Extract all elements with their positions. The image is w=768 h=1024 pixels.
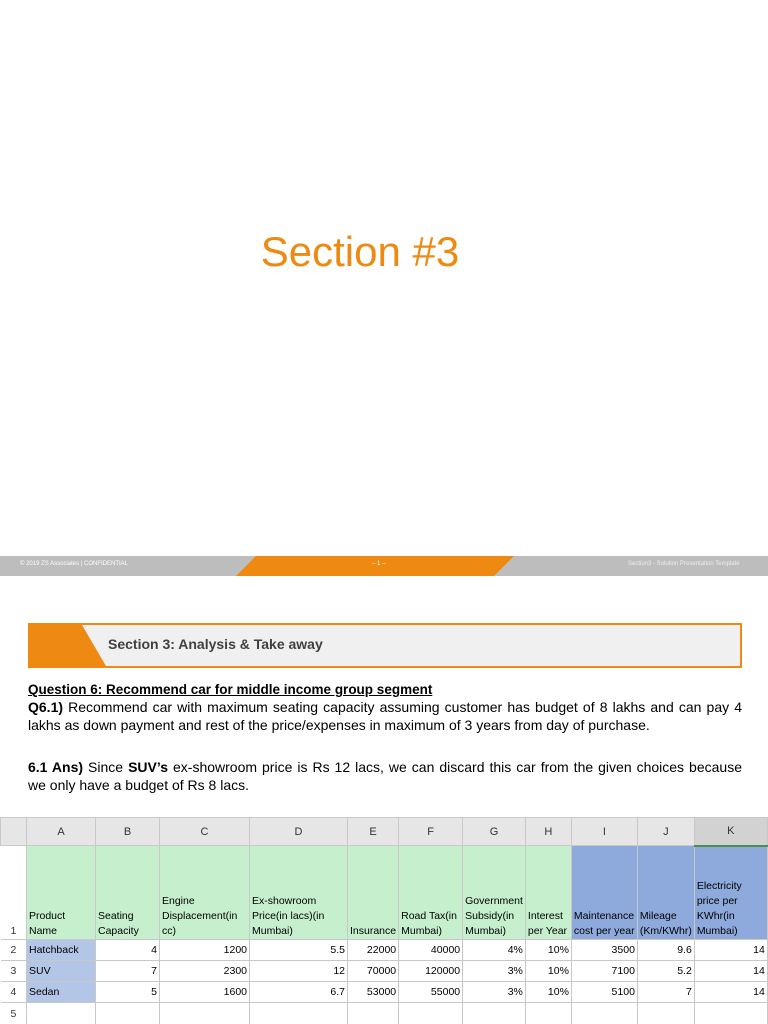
analysis-slide — [0, 585, 768, 1024]
answer-bold-suv: SUV’s — [128, 759, 169, 775]
header-cell[interactable]: Maintenance cost per year — [571, 846, 637, 940]
row-number[interactable]: 5 — [1, 1003, 27, 1024]
table-cell[interactable] — [160, 1003, 250, 1024]
footer-copyright: © 2019 ZS Associates | CONFIDENTIAL — [20, 561, 129, 567]
table-cell[interactable]: 1200 — [160, 940, 250, 961]
column-header[interactable]: G — [463, 818, 526, 846]
table-cell[interactable]: 7100 — [571, 961, 637, 982]
footer-template-name: Section3 - Solution Presentation Template — [628, 561, 740, 567]
answer-text-part1: Since — [83, 759, 129, 775]
table-cell[interactable]: 5.2 — [637, 961, 694, 982]
table-cell[interactable]: 5 — [96, 982, 160, 1003]
column-header[interactable]: C — [160, 818, 250, 846]
answer-label: 6.1 Ans) — [28, 759, 84, 775]
question-text — [28, 698, 742, 734]
column-header[interactable]: D — [250, 818, 348, 846]
footer-page-number: – 1 – — [372, 561, 386, 567]
spreadsheet — [0, 817, 768, 1024]
row-number[interactable]: 1 — [1, 846, 27, 940]
column-header[interactable]: A — [27, 818, 96, 846]
row-number[interactable]: 2 — [1, 940, 27, 961]
table-cell[interactable]: 3500 — [571, 940, 637, 961]
table-cell[interactable]: Sedan — [27, 982, 96, 1003]
table-row — [1, 961, 768, 982]
table-cell[interactable]: 2300 — [160, 961, 250, 982]
column-header[interactable]: B — [96, 818, 160, 846]
table-cell[interactable]: 14 — [694, 940, 767, 961]
table-cell[interactable]: 10% — [525, 940, 571, 961]
column-header[interactable]: J — [637, 818, 694, 846]
header-accent-tab — [30, 625, 106, 666]
header-cell[interactable]: Product Name — [27, 846, 96, 940]
table-cell[interactable]: 4 — [96, 940, 160, 961]
table-cell[interactable]: SUV — [27, 961, 96, 982]
table-cell[interactable] — [637, 1003, 694, 1024]
question-label: Q6.1) — [28, 699, 64, 715]
header-cell[interactable]: Ex-showroom Price(in lacs)(in Mumbai) — [250, 846, 348, 940]
table-cell[interactable]: 10% — [525, 982, 571, 1003]
column-header[interactable]: I — [571, 818, 637, 846]
table-cell[interactable]: 4% — [463, 940, 526, 961]
table-row-empty — [1, 1003, 768, 1024]
table-cell[interactable] — [348, 1003, 399, 1024]
table-cell[interactable]: 14 — [694, 982, 767, 1003]
table-cell[interactable]: 9.6 — [637, 940, 694, 961]
answer-text-part2: ex-showroom price is Rs 12 lacs, we can discard this car from the given choices because we only have a budget of Rs 8 lacs. — [28, 759, 742, 793]
answer-text — [28, 758, 742, 794]
table-cell[interactable] — [250, 1003, 348, 1024]
question-body: Recommend car with maximum seating capacity assuming customer has budget of 8 lakhs and can pay 4 lakhs as down payment and rest of the price/expenses in maximum of 3 years from day of purchase. — [28, 699, 742, 733]
row-number[interactable]: 4 — [1, 982, 27, 1003]
table-cell[interactable] — [96, 1003, 160, 1024]
table-cell[interactable]: 7 — [96, 961, 160, 982]
table-cell[interactable]: 7 — [637, 982, 694, 1003]
column-header[interactable]: F — [399, 818, 463, 846]
sheet-corner[interactable] — [1, 818, 27, 846]
header-cell[interactable]: Seating Capacity — [96, 846, 160, 940]
column-header[interactable]: H — [525, 818, 571, 846]
table-cell[interactable]: 1600 — [160, 982, 250, 1003]
header-cell[interactable]: Mileage (Km/KWhr) — [637, 846, 694, 940]
slide-header — [28, 623, 742, 668]
header-cell[interactable]: Interest per Year — [525, 846, 571, 940]
header-cell[interactable]: Insurance — [348, 846, 399, 940]
table-cell[interactable] — [399, 1003, 463, 1024]
table-cell[interactable]: 3% — [463, 982, 526, 1003]
table-cell[interactable]: 10% — [525, 961, 571, 982]
header-cell[interactable]: Electricity price per KWhr(in Mumbai) — [694, 846, 767, 940]
table-cell[interactable]: 70000 — [348, 961, 399, 982]
table-cell[interactable]: 12 — [250, 961, 348, 982]
table-row — [1, 982, 768, 1003]
table-header-row — [1, 846, 768, 940]
header-cell[interactable]: Road Tax(in Mumbai) — [399, 846, 463, 940]
table-cell[interactable]: 22000 — [348, 940, 399, 961]
slide-header-title: Section 3: Analysis & Take away — [108, 636, 323, 652]
table-cell[interactable]: 120000 — [399, 961, 463, 982]
slide-footer — [0, 556, 768, 576]
question-title: Question 6: Recommend car for middle income group segment — [28, 682, 433, 697]
table-cell[interactable] — [525, 1003, 571, 1024]
table-cell[interactable]: 14 — [694, 961, 767, 982]
column-header[interactable]: E — [348, 818, 399, 846]
row-number[interactable]: 3 — [1, 961, 27, 982]
table-cell[interactable]: 5100 — [571, 982, 637, 1003]
table-row — [1, 940, 768, 961]
table-cell[interactable]: 55000 — [399, 982, 463, 1003]
table-cell[interactable] — [571, 1003, 637, 1024]
table-cell[interactable]: 5.5 — [250, 940, 348, 961]
header-cell[interactable]: Engine Displacement(in cc) — [160, 846, 250, 940]
table-cell[interactable]: 3% — [463, 961, 526, 982]
car-data-table — [0, 817, 768, 1024]
column-header-selected[interactable]: K — [694, 818, 767, 846]
table-cell[interactable]: 53000 — [348, 982, 399, 1003]
table-cell[interactable]: 40000 — [399, 940, 463, 961]
column-header-row — [1, 818, 768, 846]
section-title: Section #3 — [260, 228, 460, 275]
table-cell[interactable] — [694, 1003, 767, 1024]
table-cell[interactable] — [463, 1003, 526, 1024]
table-cell[interactable]: Hatchback — [27, 940, 96, 961]
header-cell[interactable]: Government Subsidy(in Mumbai) — [463, 846, 526, 940]
table-cell[interactable] — [27, 1003, 96, 1024]
table-cell[interactable]: 6.7 — [250, 982, 348, 1003]
